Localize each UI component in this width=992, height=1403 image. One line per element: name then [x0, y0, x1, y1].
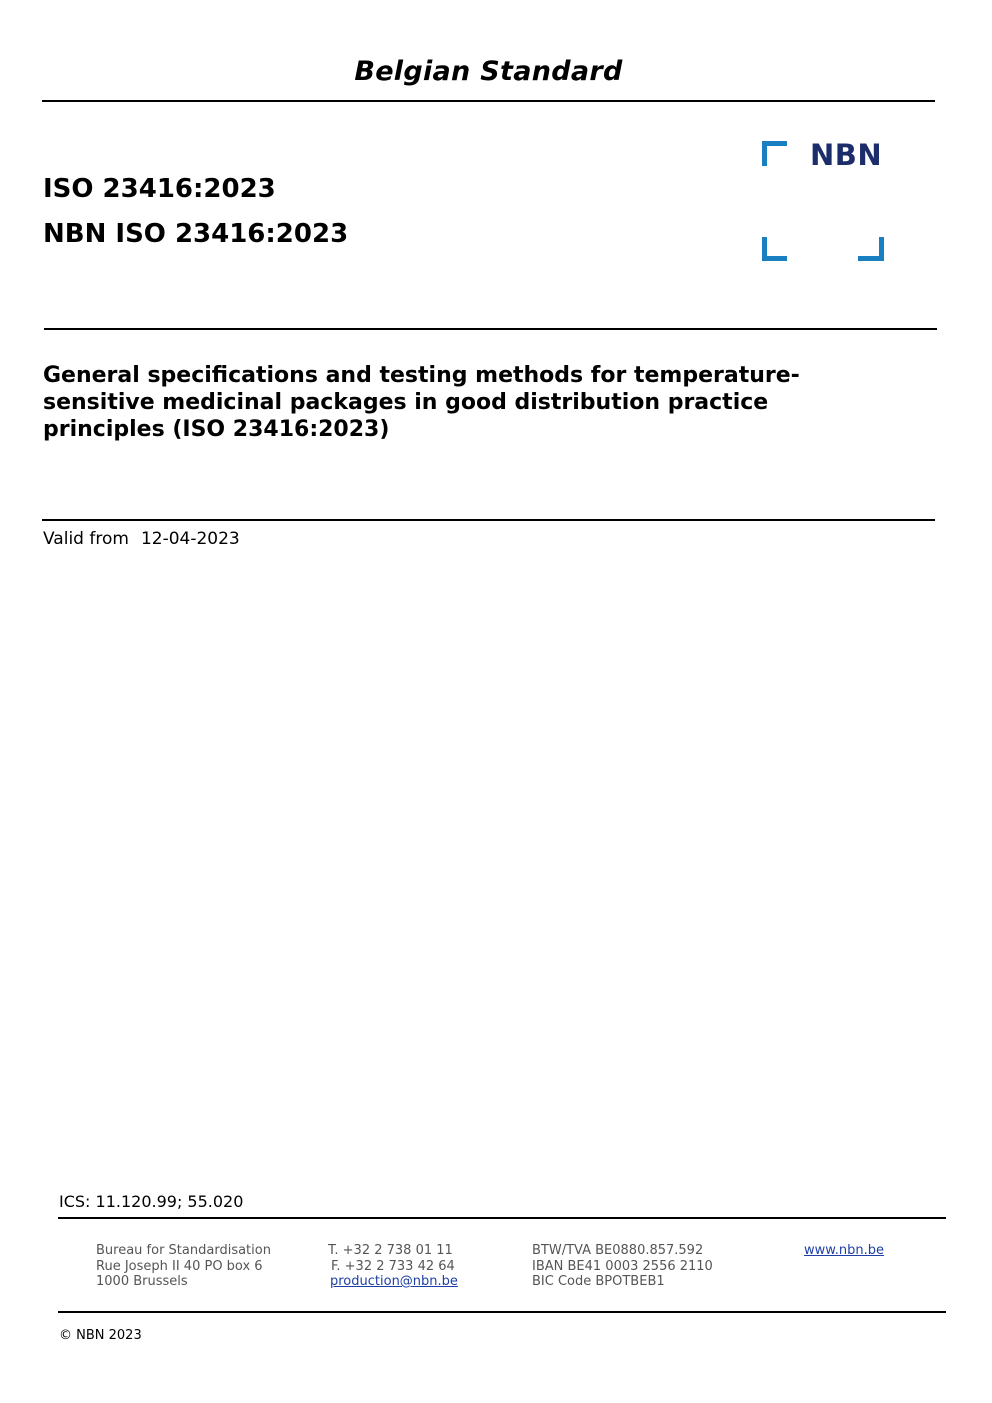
document-title-line: sensitive medicinal packages in good distribution practice — [43, 390, 769, 415]
header-title: Belgian Standard — [354, 56, 623, 87]
fax-number: F. +32 2 733 42 64 — [331, 1258, 455, 1274]
address-line: 1000 Brussels — [96, 1274, 188, 1289]
bic-code: BIC Code BPOTBEB1 — [532, 1274, 665, 1289]
nbn-standard-code: NBN ISO 23416:2023 — [43, 219, 349, 249]
email-link[interactable]: production@nbn.be — [330, 1274, 458, 1289]
valid-from-date: 12-04-2023 — [140, 529, 240, 549]
valid-from-label: Valid from — [43, 529, 129, 549]
document-title-line: principles (ISO 23416:2023) — [43, 417, 390, 442]
footer-address — [96, 1243, 271, 1290]
footer-top-divider — [58, 1217, 946, 1219]
validity-line — [43, 529, 240, 549]
document-title — [43, 362, 903, 443]
logo-wordmark: NBN — [810, 138, 883, 172]
footer-website — [804, 1243, 884, 1259]
iso-standard-code: ISO 23416:2023 — [43, 174, 276, 204]
copyright-notice: © NBN 2023 — [59, 1328, 142, 1343]
document-title-line: General specifications and testing methods for temperature- — [43, 363, 800, 388]
address-line: Rue Joseph II 40 PO box 6 — [96, 1258, 263, 1274]
address-line: Bureau for Standardisation — [96, 1243, 271, 1258]
footer-bottom-divider — [58, 1311, 946, 1313]
ics-codes: ICS: 11.120.99; 55.020 — [59, 1192, 244, 1211]
website-link[interactable]: www.nbn.be — [804, 1243, 884, 1258]
title-bottom-divider — [42, 519, 935, 521]
footer-bank-details — [532, 1243, 713, 1290]
footer-contact — [328, 1243, 468, 1290]
nbn-logo — [762, 138, 884, 263]
vat-number: BTW/TVA BE0880.857.592 — [532, 1243, 704, 1258]
phone-number: T. +32 2 738 01 11 — [328, 1243, 453, 1258]
title-top-divider — [44, 328, 937, 330]
header-divider — [42, 100, 935, 102]
iban-number: IBAN BE41 0003 2556 2110 — [532, 1258, 713, 1274]
